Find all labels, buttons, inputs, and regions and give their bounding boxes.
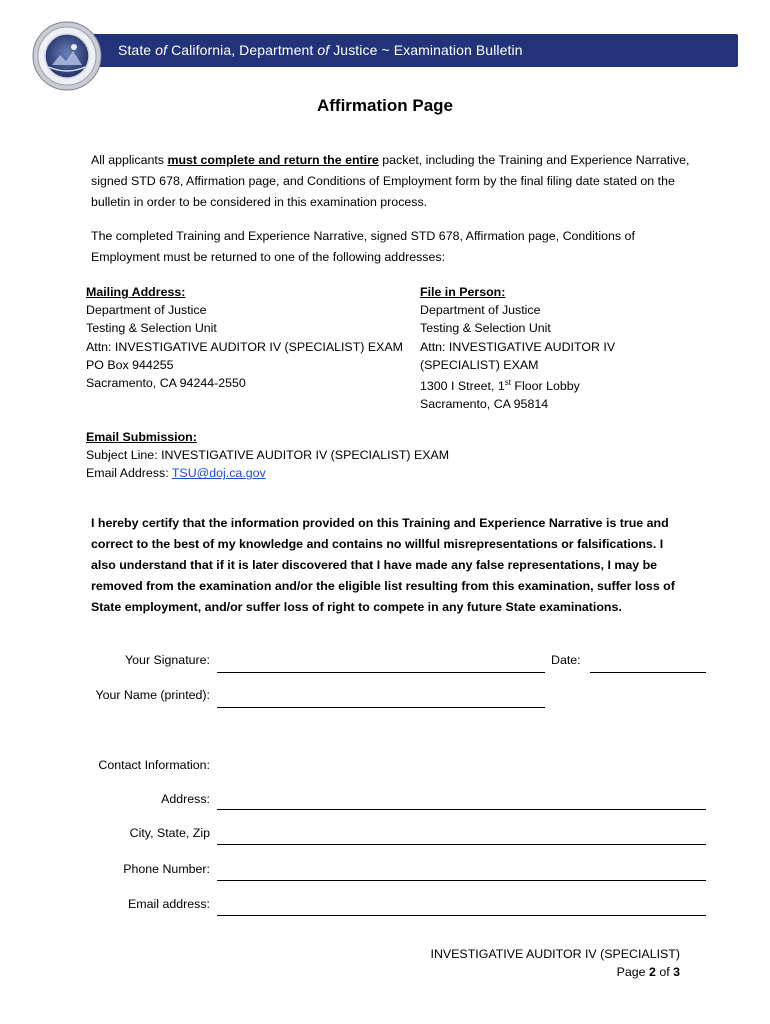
in-person-line: Department of Justice (420, 303, 541, 318)
bulletin-title: State of California, Department of Justice ~ Examination Bulletin (118, 42, 523, 58)
in-person-address-block (420, 283, 615, 414)
in-person-line: Sacramento, CA 95814 (420, 397, 549, 412)
date-label: Date: (551, 653, 581, 667)
name-field[interactable] (217, 707, 545, 708)
page-footer (431, 945, 680, 981)
phone-field[interactable] (217, 880, 706, 881)
mailing-line: PO Box 944255 (86, 357, 174, 372)
email-subject-line: Subject Line: INVESTIGATIVE AUDITOR IV (SPECIALIST) EXAM (86, 448, 450, 463)
email-submission-block (86, 428, 449, 483)
mailing-address-block (86, 283, 403, 392)
contact-info-label: Contact Information: (98, 758, 210, 772)
mailing-line: Testing & Selection Unit (86, 321, 217, 336)
name-label: Your Name (printed): (95, 688, 210, 702)
email-address-label: Email address: (128, 897, 210, 911)
mailing-line: Attn: INVESTIGATIVE AUDITOR IV (SPECIALIST) EXAM (86, 339, 403, 354)
in-person-line: Testing & Selection Unit (420, 321, 551, 336)
mailing-line: Department of Justice (86, 303, 207, 318)
address-label: Address: (161, 792, 210, 806)
city-state-zip-field[interactable] (217, 844, 706, 845)
in-person-street: 1300 I Street, 1st Floor Lobby (420, 378, 580, 394)
intro-paragraph-2: The completed Training and Experience Narrative, signed STD 678, Affirmation page, Conditions of Employment must be returned to one of the following addresses: (91, 229, 635, 264)
in-person-heading: File in Person: (420, 285, 506, 299)
california-doj-seal-icon (32, 21, 102, 91)
mailing-line: Sacramento, CA 94244-2550 (86, 376, 246, 391)
date-field[interactable] (590, 672, 706, 673)
email-address-line: Email Address: TSU@doj.ca.gov (86, 466, 266, 481)
header-banner (62, 34, 738, 67)
signature-label: Your Signature: (125, 653, 210, 667)
address-field[interactable] (217, 809, 706, 810)
email-address-link[interactable]: TSU@doj.ca.gov (171, 466, 266, 481)
in-person-line: (SPECIALIST) EXAM (420, 357, 539, 372)
email-submission-heading: Email Submission: (86, 430, 197, 444)
in-person-line: Attn: INVESTIGATIVE AUDITOR IV (420, 339, 616, 354)
signature-field[interactable] (217, 672, 545, 673)
city-state-zip-label: City, State, Zip (129, 826, 210, 840)
email-address-field[interactable] (217, 915, 706, 916)
page-number: Page 2 of 3 (616, 965, 680, 979)
intro-paragraph-1: All applicants must complete and return the entire packet, including the Training and Experience Narrative, signed STD 678, Affirmation page, and Conditions of Employment form by the final filing date stated on the bulletin in order to be considered in this examination process. (91, 153, 690, 209)
page-title: Affirmation Page (316, 96, 454, 115)
footer-exam-title: INVESTIGATIVE AUDITOR IV (SPECIALIST) (430, 947, 680, 961)
mailing-address-heading: Mailing Address: (86, 285, 186, 299)
phone-label: Phone Number: (123, 862, 210, 876)
certification-statement: I hereby certify that the information provided on this Training and Experience Narrative is true and correct to the best of my knowledge and contains no willful misrepresentations or falsifications. I also understand that if it is later discovered that I have made any false representations, I may be removed from the examination and/or the eligible list resulting from this examination, suffer loss of State employment, and/or suffer loss of right to compete in any future State examinations. (91, 516, 675, 614)
